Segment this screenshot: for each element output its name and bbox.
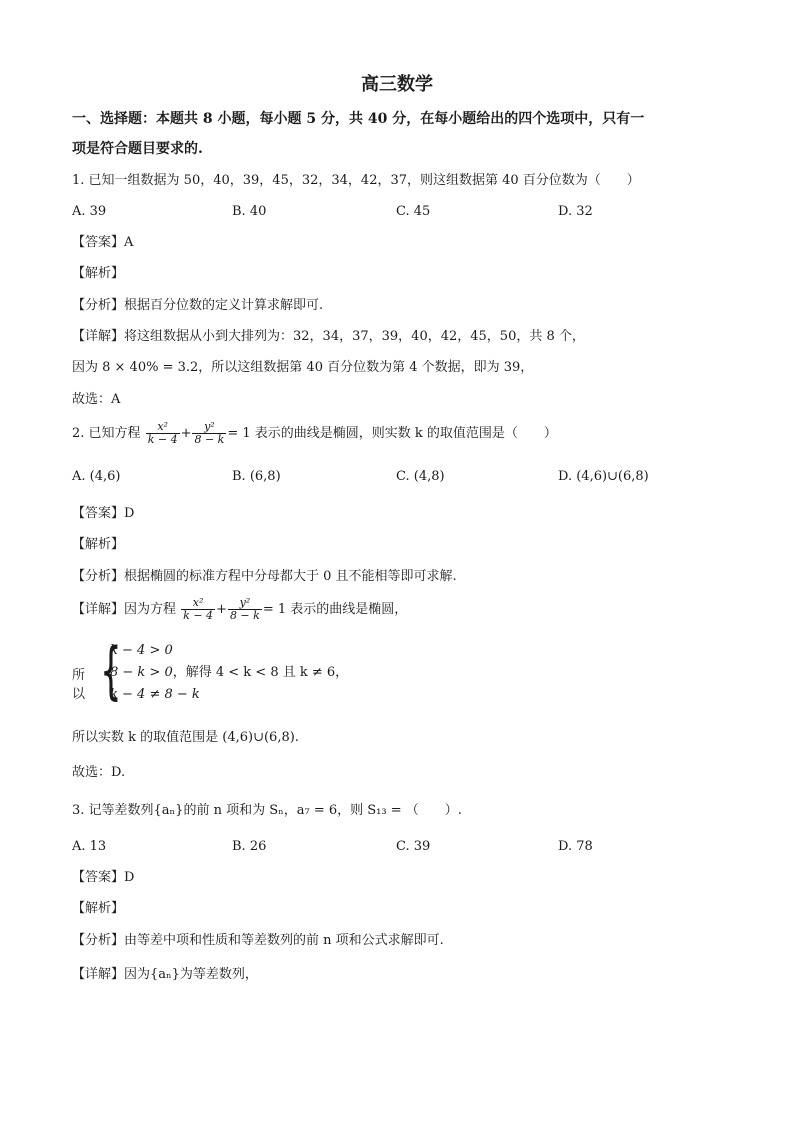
q2-detail-fraction-x-denominator: k − 4	[183, 609, 214, 622]
q2-choose: 故选：D.	[72, 765, 126, 780]
q1-option-c: C. 45	[396, 204, 431, 219]
q2-detail-fraction-y-denominator: 8 − k	[229, 609, 260, 622]
q1-option-d: D. 32	[558, 204, 593, 219]
q3-option-a: A. 13	[72, 839, 107, 854]
q3-stem: 3. 记等差数列{aₙ}的前 n 项和为 Sₙ，a₇ = 6，则 S₁₃ = （ ）.	[72, 803, 462, 818]
q1-detail-line2: 因为 8 × 40% = 3.2，所以这组数据第 40 百分位数为第 4 个数据，即为 39，	[72, 360, 534, 375]
q1-analysis-label: 【解析】	[72, 266, 125, 281]
q2-answer: 【答案】D	[72, 506, 135, 521]
q3-option-d: D. 78	[558, 839, 593, 854]
q1-detail-line1: 【详解】将这组数据从小到大排列为：32，34，37，39，40，42，45，50，共 8 个，	[72, 329, 585, 344]
q2-fraction-x-numerator: x²	[146, 421, 180, 434]
q2-system-line3: k − 4 ≠ 8 − k	[110, 687, 200, 702]
q3-option-c: C. 39	[396, 839, 431, 854]
section-heading-line1: 一、选择题：本题共 8 小题，每小题 5 分，共 40 分，在每小题给出的四个选项中，只有一	[72, 111, 645, 127]
q2-option-a: A. (4,6)	[72, 469, 121, 484]
q2-fraction-y	[192, 421, 226, 446]
q2-so-label: 所以	[72, 668, 86, 702]
q2-analysis-label: 【解析】	[72, 537, 125, 552]
q3-option-b: B. 26	[232, 839, 267, 854]
q2-detail-fraction-x	[181, 597, 215, 622]
q1-fenxi: 【分析】根据百分位数的定义计算求解即可.	[72, 298, 324, 313]
q2-system-line2-text: 8 − k > 0	[110, 665, 173, 680]
q2-fenxi: 【分析】根据椭圆的标准方程中分母都大于 0 且不能相等即可求解.	[72, 569, 457, 584]
q3-answer: 【答案】D	[72, 870, 135, 885]
q2-option-c: C. (4,8)	[396, 469, 445, 484]
q2-fraction-x	[146, 421, 180, 446]
q1-choose: 故选：A	[72, 392, 121, 407]
q3-analysis-label: 【解析】	[72, 901, 125, 916]
q2-detail-plus: +	[216, 602, 227, 617]
q2-fraction-x-denominator: k − 4	[147, 433, 178, 446]
q2-system-line1: k − 4 > 0	[110, 643, 173, 658]
q1-stem: 1. 已知一组数据为 50，40，39，45，32，34，42，37，则这组数据第 40 百分位数为（ ）	[72, 173, 640, 188]
q3-detail-line1: 【详解】因为{aₙ}为等差数列，	[72, 967, 258, 982]
q2-stem-suffix: = 1 表示的曲线是椭圆，则实数 k 的取值范围是（ ）	[227, 426, 557, 441]
q2-detail-prefix: 【详解】因为方程	[72, 602, 177, 617]
q1-option-b: B. 40	[232, 204, 267, 219]
q2-option-b: B. (6,8)	[232, 469, 281, 484]
q2-detail-line1	[72, 596, 407, 624]
q1-answer: 【答案】A	[72, 235, 134, 250]
q2-detail-fraction-x-numerator: x²	[181, 597, 215, 610]
q2-plus: +	[180, 426, 192, 441]
q2-stem	[72, 420, 557, 448]
q2-system-result: ，解得 4 < k < 8 且 k ≠ 6，	[172, 665, 349, 680]
q2-system-line2	[110, 662, 348, 684]
q2-detail-fraction-y	[228, 597, 262, 622]
q1-option-a: A. 39	[72, 204, 107, 219]
q2-range: 所以实数 k 的取值范围是 (4,6)∪(6,8).	[72, 730, 299, 745]
q2-detail-fraction-y-numerator: y²	[228, 597, 262, 610]
q2-system-lines	[110, 640, 348, 706]
left-brace-icon: {	[100, 634, 122, 707]
page-title: 高三数学	[361, 74, 433, 95]
q2-option-d: D. (4,6)∪(6,8)	[558, 469, 649, 484]
q2-fraction-y-denominator: 8 − k	[194, 433, 225, 446]
q2-stem-prefix: 2. 已知方程	[72, 426, 141, 441]
q2-fraction-y-numerator: y²	[192, 421, 226, 434]
q2-detail-suffix: = 1 表示的曲线是椭圆，	[262, 602, 408, 617]
section-heading-line2: 项是符合题目要求的.	[72, 141, 203, 157]
q3-fenxi: 【分析】由等差中项和性质和等差数列的前 n 项和公式求解即可.	[72, 933, 444, 948]
